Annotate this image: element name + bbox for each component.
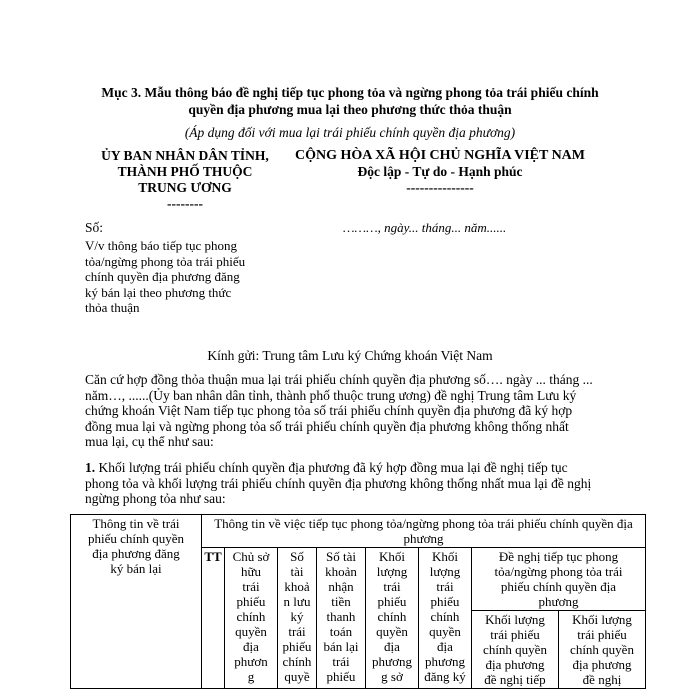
cell-line: tiền — [331, 594, 351, 609]
cell-line: chính — [377, 609, 407, 624]
cell-line: trái phiếu — [577, 627, 627, 642]
subject-text: tỏa/ngừng phong tỏa trái phiếu — [85, 253, 246, 269]
cell-line: Khối lượng — [485, 612, 545, 627]
cell-line: Khối — [432, 549, 458, 564]
cell-line: địa — [437, 639, 453, 654]
col-block-info — [202, 515, 646, 548]
cell-line: khoản — [325, 564, 357, 579]
cell-line: phiếu chính quyền địa — [500, 579, 617, 594]
cell-line: Khối — [379, 549, 405, 564]
col-tt: TT — [202, 548, 225, 689]
cell-line: phiếu — [430, 594, 460, 609]
cell-line: g — [247, 669, 255, 684]
cell-line: địa — [384, 639, 400, 654]
cell-line: phiếu — [236, 594, 266, 609]
cell-line: phiếu — [377, 594, 407, 609]
cell-line: chính — [282, 654, 312, 669]
cell-line: toán — [329, 624, 353, 639]
subject-line — [85, 238, 270, 316]
apply-note: (Áp dụng đối với mua lại trái phiếu chính quyền địa phương) — [184, 125, 516, 140]
cell-line: quyền — [376, 624, 408, 639]
cell-line: thanh — [326, 609, 356, 624]
section-1-text: Khối lượng trái phiếu chính quyền địa phương đã ký hợp đồng mua lại đề nghị tiếp tục — [98, 460, 568, 475]
cell-line: quyền — [429, 624, 461, 639]
cell-line: nhận — [328, 579, 354, 594]
cell-line: phương — [403, 531, 444, 546]
national-title: CỘNG HÒA XÃ HỘI CHỦ NGHĨA VIỆT NAM — [294, 148, 585, 163]
cell-line: Số — [290, 549, 304, 564]
issuer-line: ỦY BAN NHÂN DÂN TỈNH, — [101, 148, 269, 163]
cell-line: địa — [243, 639, 259, 654]
title-line: quyền địa phương mua lại theo phương thức thỏa thuận — [188, 102, 512, 117]
issuer-line: TRUNG ƯƠNG — [138, 180, 232, 195]
cell-line: trái phiếu — [490, 627, 540, 642]
cell-line: bán lại — [323, 639, 359, 654]
cell-line: trái — [383, 579, 401, 594]
section-1-line — [85, 460, 625, 476]
cell-line: đăng ký — [424, 669, 466, 684]
cell-line: g sở — [381, 669, 403, 684]
cell-line: địa phương đăng — [92, 546, 180, 561]
cell-line: chính — [430, 609, 460, 624]
cell-line: phiếu — [282, 639, 312, 654]
intro-line: mua lại, cụ thể như sau: — [85, 434, 214, 449]
cell-line: ký — [290, 609, 304, 624]
cell-line: Thông tin về trái — [92, 516, 180, 531]
document-number-label: Số: — [85, 220, 104, 235]
cell-line: ký bán lại — [110, 561, 162, 576]
cell-line: phiếu chính quyền — [87, 531, 185, 546]
issuer-line: THÀNH PHỐ THUỘC — [117, 164, 253, 179]
subject-text: chính quyền địa phương đăng — [85, 269, 240, 284]
col-unblock-quantity — [559, 611, 646, 689]
intro-line: năm…, ......(Ủy ban nhân dân tỉnh, thành phố thuộc trung ương) đề nghị Trung tâm Lưu ký — [85, 387, 577, 403]
cell-line: quyề — [284, 669, 310, 684]
cell-line: đề nghị — [582, 672, 622, 687]
intro-line: Căn cứ hợp đồng thỏa thuận mua lại trái phiếu chính quyền địa phương số…. ngày ... tháng ... — [85, 372, 593, 387]
col-owner — [225, 548, 278, 689]
cell-line: n lưu — [283, 594, 311, 609]
cell-line: phiếu — [326, 669, 356, 684]
cell-line: quyền — [235, 624, 267, 639]
cell-line: tài — [290, 564, 304, 579]
title-line: Mục 3. Mẫu thông báo đề nghị tiếp tục phong tỏa và ngừng phong tỏa trái phiếu chính — [101, 85, 599, 100]
subject-text: V/v thông báo tiếp tục phong — [85, 238, 238, 253]
cell-line: Số tài — [326, 549, 356, 564]
date-line: ………, ngày... tháng... năm...... — [343, 220, 507, 235]
issuer-header — [80, 148, 290, 212]
cell-line: trái — [242, 579, 260, 594]
cell-line: Chủ sở — [232, 549, 270, 564]
cell-line: trái — [332, 654, 350, 669]
cell-line: Đề nghị tiếp tục phong — [498, 549, 619, 564]
cell-line: trái — [436, 579, 454, 594]
intro-line: đồng mua lại và ngừng phong tỏa số trái phiếu chính quyền địa phương không thống nhất — [85, 418, 569, 434]
subject-text: thỏa thuận — [85, 300, 140, 315]
col-owned-quantity — [366, 548, 419, 689]
national-motto: Độc lập - Tự do - Hạnh phúc — [357, 164, 523, 179]
national-rule: --------------- — [406, 180, 474, 195]
cell-line: chính quyền — [570, 642, 634, 657]
cell-line: tỏa/ngừng phong tỏa trái — [494, 564, 623, 579]
cell-line: trái — [288, 624, 306, 639]
section-1-paragraph — [85, 460, 625, 507]
cell-line: lượng — [429, 564, 461, 579]
issuer-rule: -------- — [167, 196, 203, 211]
section-1-number: 1. — [85, 460, 96, 475]
cell-line: hữu — [240, 564, 262, 579]
col-depository-account — [278, 548, 317, 689]
cell-line: chính — [236, 609, 266, 624]
cell-line: Khối lượng — [572, 612, 632, 627]
col-registered-quantity — [419, 548, 472, 689]
intro-line: chứng khoán Việt Nam tiếp tục phong tỏa số trái phiếu chính quyền địa phương đã ký hợp — [85, 403, 573, 418]
cell-line: phương — [538, 594, 579, 609]
national-header — [285, 148, 595, 196]
cell-line: địa phương — [572, 657, 632, 672]
col-bond-info — [71, 515, 202, 689]
cell-line: đề nghị tiếp — [484, 672, 546, 687]
recipient-line: Kính gửi: Trung tâm Lưu ký Chứng khoán Việt Nam — [207, 348, 493, 363]
col-continue-block-quantity — [472, 611, 559, 689]
col-payment-account — [317, 548, 366, 689]
cell-line: phươn — [234, 654, 268, 669]
cell-line: phương — [372, 654, 412, 669]
cell-line: chính quyền — [483, 642, 547, 657]
section-1-line: ngừng phong tỏa như sau: — [85, 491, 226, 506]
cell-line: phương — [425, 654, 465, 669]
col-proposal — [472, 548, 646, 611]
section-1-line: phong tỏa và khối lượng trái phiếu chính quyền địa phương không thống nhất mua lại đề nghị — [85, 475, 592, 491]
cell-line: Thông tin về việc tiếp tục phong tỏa/ngừng phong tỏa trái phiếu chính quyền địa — [214, 516, 633, 531]
cell-line: địa phương — [485, 657, 545, 672]
subject-text: ký bán lại theo phương thức — [85, 284, 232, 300]
bond-block-table — [70, 514, 646, 689]
cell-line: khoả — [284, 579, 310, 594]
cell-line: lượng — [376, 564, 408, 579]
document-title — [60, 84, 640, 118]
intro-paragraph — [85, 372, 625, 450]
